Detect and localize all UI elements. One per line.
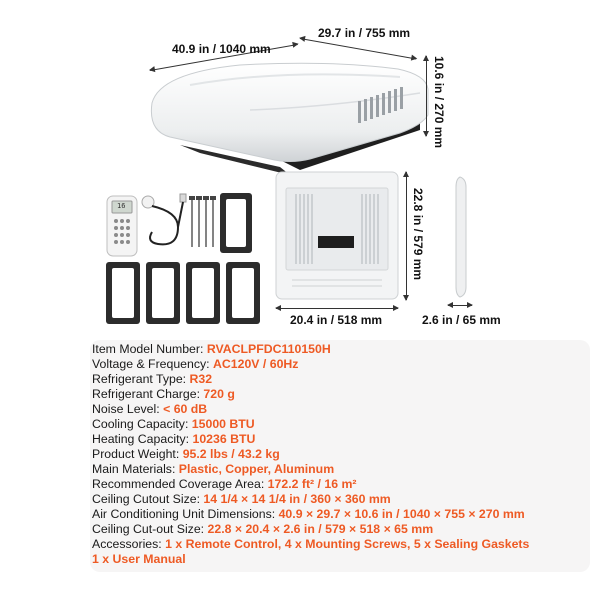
spec-value: R32 bbox=[189, 372, 213, 386]
spec-value: 10236 BTU bbox=[192, 432, 256, 446]
spec-row bbox=[92, 492, 529, 507]
spec-label: Item Model Number: bbox=[92, 342, 207, 356]
spec-row bbox=[92, 447, 529, 462]
remote-display-text: 16 bbox=[117, 202, 126, 210]
spec-value: 15000 BTU bbox=[191, 417, 255, 431]
panel-depth-dimension-label: 2.6 in / 65 mm bbox=[422, 313, 501, 327]
spec-row bbox=[92, 342, 529, 357]
panel-side-view-image bbox=[452, 175, 472, 300]
spec-label: Heating Capacity: bbox=[92, 432, 193, 446]
width-dimension-label: 29.7 in / 755 mm bbox=[318, 26, 411, 40]
specifications-list bbox=[92, 342, 529, 567]
panel-width-dimension-label: 20.4 in / 518 mm bbox=[290, 313, 383, 327]
spec-label: Noise Level: bbox=[92, 402, 164, 416]
spec-label: Accessories: bbox=[92, 537, 166, 551]
spec-label: Air Conditioning Unit Dimensions: bbox=[92, 507, 279, 521]
spec-value: 172.2 ft² / 16 m² bbox=[267, 477, 357, 491]
spec-label: Refrigerant Charge: bbox=[92, 387, 204, 401]
sealing-gasket-4 bbox=[186, 262, 220, 324]
spec-label: Cooling Capacity: bbox=[92, 417, 192, 431]
panel-height-dimension-line bbox=[406, 172, 407, 300]
spec-value: RVACLPFDC110150H bbox=[206, 342, 331, 356]
spec-row bbox=[92, 402, 529, 417]
spec-label: Product Weight: bbox=[92, 447, 183, 461]
spec-value: 14 1/4 × 14 1/4 in / 360 × 360 mm bbox=[203, 492, 391, 506]
spec-value: AC120V / 60Hz bbox=[213, 357, 299, 371]
spec-row bbox=[92, 387, 529, 402]
spec-label: Main Materials: bbox=[92, 462, 179, 476]
sealing-gasket-5 bbox=[226, 262, 260, 324]
sealing-gasket-1 bbox=[220, 193, 252, 253]
sealing-gasket-3 bbox=[146, 262, 180, 324]
panel-depth-dimension-line bbox=[448, 305, 472, 306]
mounting-screws-image bbox=[188, 195, 218, 250]
spec-row bbox=[92, 552, 529, 567]
spec-value: 720 g bbox=[203, 387, 235, 401]
height-dimension-line bbox=[426, 56, 427, 136]
height-dimension-label: 10.6 in / 270 mm bbox=[432, 56, 446, 149]
spec-row bbox=[92, 432, 529, 447]
panel-width-dimension-line bbox=[276, 308, 398, 309]
spec-value: 95.2 lbs / 43.2 kg bbox=[182, 447, 280, 461]
length-dimension-label: 40.9 in / 1040 mm bbox=[172, 42, 271, 56]
spec-row bbox=[92, 357, 529, 372]
rooftop-ac-unit-image bbox=[130, 55, 430, 180]
spec-value: 1 x User Manual bbox=[92, 552, 186, 566]
panel-height-dimension-label: 22.8 in / 579 mm bbox=[411, 188, 425, 281]
spec-value: < 60 dB bbox=[163, 402, 208, 416]
spec-value: 22.8 × 20.4 × 2.6 in / 579 × 518 × 65 mm bbox=[207, 522, 434, 536]
sensor-cable-image bbox=[138, 192, 188, 252]
ceiling-panel-image bbox=[272, 168, 402, 303]
spec-row bbox=[92, 522, 529, 537]
spec-value: 1 x Remote Control, 4 x Mounting Screws, 5 x Sealing Gaskets bbox=[165, 537, 530, 551]
spec-label: Ceiling Cutout Size: bbox=[92, 492, 204, 506]
sealing-gasket-2 bbox=[106, 262, 140, 324]
spec-row bbox=[92, 462, 529, 477]
spec-value: 40.9 × 29.7 × 10.6 in / 1040 × 755 × 270 mm bbox=[278, 507, 525, 521]
spec-label: Ceiling Cut-out Size: bbox=[92, 522, 208, 536]
spec-row bbox=[92, 372, 529, 387]
spec-value: Plastic, Copper, Aluminum bbox=[178, 462, 335, 476]
spec-row bbox=[92, 477, 529, 492]
spec-row bbox=[92, 417, 529, 432]
spec-label: Recommended Coverage Area: bbox=[92, 477, 268, 491]
spec-row bbox=[92, 507, 529, 522]
spec-label: Refrigerant Type: bbox=[92, 372, 190, 386]
spec-row bbox=[92, 537, 529, 552]
spec-label: Voltage & Frequency: bbox=[92, 357, 213, 371]
